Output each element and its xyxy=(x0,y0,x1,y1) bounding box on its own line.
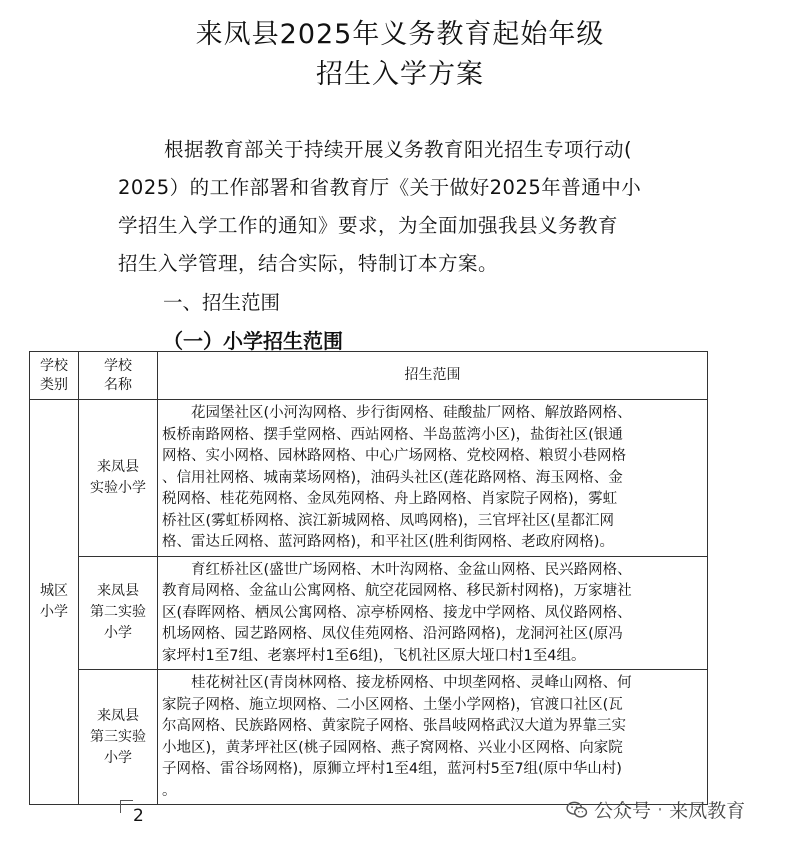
table-header-row xyxy=(30,352,708,400)
school-name-cell: 来凤县 实验小学 xyxy=(79,400,158,557)
watermark-prefix: 公众号 xyxy=(594,800,652,822)
header-enrollment-range: 招生范围 xyxy=(158,352,708,400)
intro-paragraph xyxy=(118,131,718,283)
watermark xyxy=(566,796,745,823)
table-row xyxy=(30,556,708,670)
watermark-separator: · xyxy=(657,798,664,821)
section-heading-1: 一、招生范围 xyxy=(163,291,281,314)
intro-line: 根据教育部关于持续开展义务教育阳光招生专项行动( xyxy=(164,138,633,161)
intro-line: 学招生入学工作的通知》要求，为全面加强我县义务教育 xyxy=(118,214,619,237)
intro-line: 2025）的工作部署和省教育厅《关于做好2025年普通中小 xyxy=(118,176,642,199)
page-number: 2 xyxy=(133,806,144,826)
enrollment-range-cell: 育红桥社区(盛世广场网格、木叶沟网格、金盆山网格、民兴路网格、 教育局网格、金盆山公寓网格、航空花园网格、移民新村网格)，万家塘社 区(春晖网格、栖凤公寓网格、凉亭桥网格、接龙中学网格、凤仪路网格、 机场网格、园艺路网格、凤仪佳苑网格、沿河路网格)，龙洞河社区(原冯 家坪村1至7组、老寨坪村1至6组)，飞机社区原大垭口村1至4组。 xyxy=(158,556,708,670)
header-school-type: 学校 类别 xyxy=(30,352,79,400)
wechat-icon xyxy=(566,801,588,819)
table-row xyxy=(30,670,708,805)
intro-line: 招生入学管理，结合实际，特制订本方案。 xyxy=(118,252,499,275)
school-name-cell: 来凤县 第二实验 小学 xyxy=(79,556,158,670)
enrollment-table xyxy=(29,351,708,805)
school-category-cell: 城区 小学 xyxy=(30,400,79,805)
watermark-account-name: 来凤教育 xyxy=(669,800,746,822)
enrollment-range-cell: 花园堡社区(小河沟网格、步行街网格、硅酸盐厂网格、解放路网格、 板桥南路网格、摆手堂网格、西站网格、半岛蓝湾小区)，盐街社区(银通 网格、实小网格、园林路网格、中心广场网格、党校网格、粮贸小巷网格 、信用社网格、城南菜场网格)，油码头社区(莲花路网格、海玉网格、金 税网格、桂花苑网格、金凤苑网格、舟上路网格、肖家院子网格)，雾虹 桥社区(雾虹桥网格、滨江新城网格、凤鸣网格)，三官坪社区(星都汇网 格、雷达丘网格、蓝河路网格)，和平社区(胜利街网格、老政府网格)。 xyxy=(158,400,708,557)
document-title-line1: 来凤县2025年义务教育起始年级 xyxy=(195,19,605,50)
section-heading-2: （一）小学招生范围 xyxy=(163,329,343,353)
school-name-cell: 来凤县 第三实验 小学 xyxy=(79,670,158,805)
document-title-line2: 招生入学方案 xyxy=(316,59,484,90)
enrollment-range-cell: 桂花树社区(青岗林网格、接龙桥网格、中坝垄网格、灵峰山网格、何 家院子网格、施立坝网格、二小区网格、土堡小学网格)，官渡口社区(瓦 尔高网格、民族路网格、黄家院子网格、张昌岐网格武汉大道为界靠三实 小地区)，黄茅坪社区(桃子园网格、燕子窝网格、兴业小区网格、向家院 子网格、雷谷场网格)，原狮立坪村1至4组，蓝河村5至7组(原中华山村) 。 xyxy=(158,670,708,805)
page-corner-mark xyxy=(120,800,133,813)
table-row xyxy=(30,400,708,557)
header-school-name: 学校 名称 xyxy=(79,352,158,400)
